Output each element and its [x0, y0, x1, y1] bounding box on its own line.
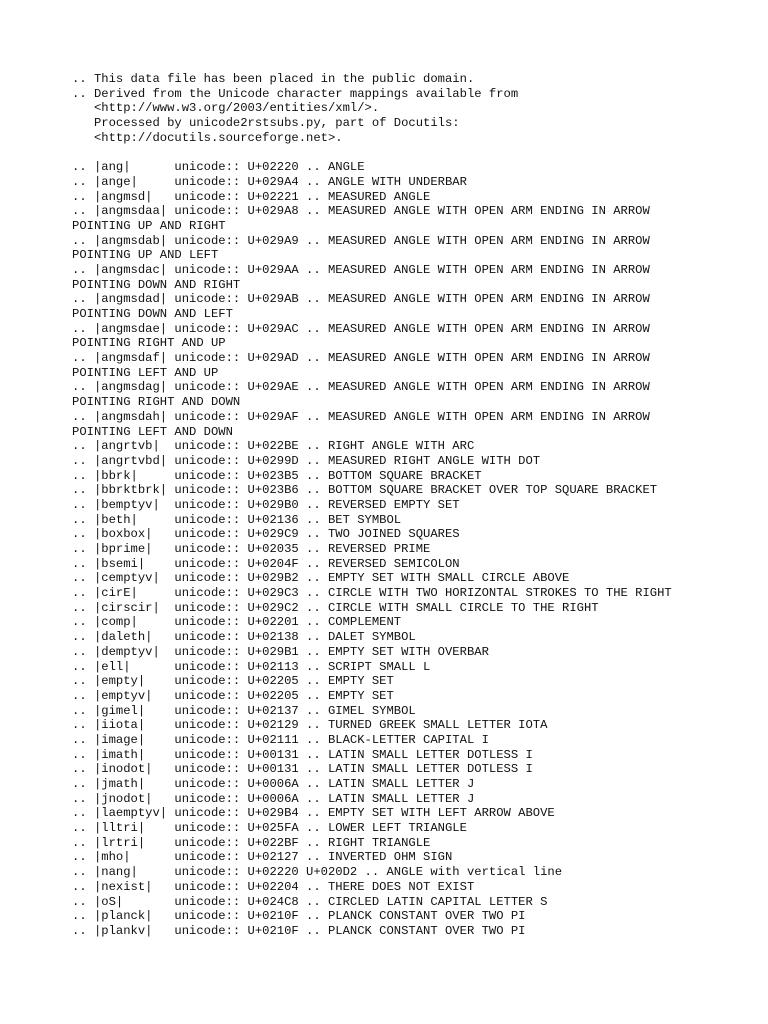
text-line: .. |bbrk| unicode:: U+023B5 .. BOTTOM SQUARE BRACKET: [72, 468, 482, 483]
text-line: <http://docutils.sourceforge.net>.: [72, 130, 343, 145]
text-line: .. |comp| unicode:: U+02201 .. COMPLEMENT: [72, 615, 402, 630]
text-line: .. |angrtvbd| unicode:: U+0299D .. MEASURED RIGHT ANGLE WITH DOT: [72, 453, 541, 468]
text-line: .. |mho| unicode:: U+02127 .. INVERTED OHM SIGN: [72, 850, 453, 865]
text-line: .. |angmsdae| unicode:: U+029AC .. MEASURED ANGLE WITH OPEN ARM ENDING IN ARROW: [72, 321, 650, 336]
text-line: .. |lrtri| unicode:: U+022BF .. RIGHT TRIANGLE: [72, 835, 431, 850]
text-line: .. |bemptyv| unicode:: U+029B0 .. REVERSED EMPTY SET: [72, 497, 460, 512]
text-line: .. |angmsdad| unicode:: U+029AB .. MEASURED ANGLE WITH OPEN ARM ENDING IN ARROW: [72, 292, 650, 307]
text-line: .. |angrtvb| unicode:: U+022BE .. RIGHT ANGLE WITH ARC: [72, 439, 475, 454]
text-line: .. |ange| unicode:: U+029A4 .. ANGLE WITH UNDERBAR: [72, 174, 467, 189]
text-line: .. |ell| unicode:: U+02113 .. SCRIPT SMALL L: [72, 659, 431, 674]
text-line: .. |empty| unicode:: U+02205 .. EMPTY SET: [72, 674, 394, 689]
text-line: .. |emptyv| unicode:: U+02205 .. EMPTY SET: [72, 688, 394, 703]
text-line: .. |inodot| unicode:: U+00131 .. LATIN SMALL LETTER DOTLESS I: [72, 762, 533, 777]
text-line: .. This data file has been placed in the public domain.: [72, 72, 475, 86]
text-line: POINTING DOWN AND RIGHT: [72, 277, 241, 292]
text-line: POINTING UP AND RIGHT: [72, 218, 226, 233]
text-line: POINTING LEFT AND UP: [72, 365, 219, 380]
text-line: .. |beth| unicode:: U+02136 .. BET SYMBOL: [72, 512, 402, 527]
text-line: .. |angmsdah| unicode:: U+029AF .. MEASURED ANGLE WITH OPEN ARM ENDING IN ARROW: [72, 409, 650, 424]
text-line: .. |imath| unicode:: U+00131 .. LATIN SMALL LETTER DOTLESS I: [72, 747, 533, 762]
text-line: .. |demptyv| unicode:: U+029B1 .. EMPTY SET WITH OVERBAR: [72, 644, 489, 659]
text-line: .. |nexist| unicode:: U+02204 .. THERE DOES NOT EXIST: [72, 879, 475, 894]
text-line: .. |bsemi| unicode:: U+0204F .. REVERSED SEMICOLON: [72, 556, 460, 571]
text-line: .. |cemptyv| unicode:: U+029B2 .. EMPTY SET WITH SMALL CIRCLE ABOVE: [72, 571, 570, 586]
text-line: .. |image| unicode:: U+02111 .. BLACK-LETTER CAPITAL I: [72, 732, 489, 747]
text-line: .. |plankv| unicode:: U+0210F .. PLANCK CONSTANT OVER TWO PI: [72, 923, 526, 938]
text-line: .. |nang| unicode:: U+02220 U+020D2 .. ANGLE with vertical line: [72, 865, 563, 880]
text-line: POINTING RIGHT AND DOWN: [72, 395, 241, 410]
text-line: [72, 145, 752, 160]
text-line: .. Derived from the Unicode character mappings available from: [72, 86, 519, 101]
text-line: .. |angmsdaf| unicode:: U+029AD .. MEASURED ANGLE WITH OPEN ARM ENDING IN ARROW: [72, 351, 650, 366]
text-line: .. |angmsd| unicode:: U+02221 .. MEASURED ANGLE: [72, 189, 431, 204]
text-line: POINTING DOWN AND LEFT: [72, 307, 233, 321]
text-line: .. |ang| unicode:: U+02220 .. ANGLE: [72, 160, 365, 175]
text-line: .. |gimel| unicode:: U+02137 .. GIMEL SYMBOL: [72, 703, 416, 718]
text-line: .. |cirE| unicode:: U+029C3 .. CIRCLE WITH TWO HORIZONTAL STROKES TO THE RIGHT: [72, 586, 672, 601]
document-page: [72, 72, 752, 939]
text-line: .. |lltri| unicode:: U+025FA .. LOWER LEFT TRIANGLE: [72, 821, 467, 836]
text-line: POINTING UP AND LEFT: [72, 248, 219, 263]
text-line: <http://www.w3.org/2003/entities/xml/>.: [72, 101, 380, 116]
text-line: .. |iiota| unicode:: U+02129 .. TURNED GREEK SMALL LETTER IOTA: [72, 718, 548, 733]
text-line: .. |laemptyv| unicode:: U+029B4 .. EMPTY SET WITH LEFT ARROW ABOVE: [72, 806, 555, 821]
text-line: .. |angmsdac| unicode:: U+029AA .. MEASURED ANGLE WITH OPEN ARM ENDING IN ARROW: [72, 262, 650, 277]
text-line: POINTING RIGHT AND UP: [72, 336, 226, 351]
text-line: Processed by unicode2rstsubs.py, part of Docutils:: [72, 116, 460, 131]
text-line: .. |jmath| unicode:: U+0006A .. LATIN SMALL LETTER J: [72, 777, 475, 791]
text-line: .. |bbrktbrk| unicode:: U+023B6 .. BOTTOM SQUARE BRACKET OVER TOP SQUARE BRACKET: [72, 483, 658, 498]
text-line: .. |jnodot| unicode:: U+0006A .. LATIN SMALL LETTER J: [72, 791, 475, 806]
text-line: .. |angmsdab| unicode:: U+029A9 .. MEASURED ANGLE WITH OPEN ARM ENDING IN ARROW: [72, 233, 650, 248]
text-line: .. |planck| unicode:: U+0210F .. PLANCK CONSTANT OVER TWO PI: [72, 909, 526, 924]
text-line: .. |cirscir| unicode:: U+029C2 .. CIRCLE WITH SMALL CIRCLE TO THE RIGHT: [72, 600, 599, 615]
text-line: POINTING LEFT AND DOWN: [72, 424, 233, 439]
text-line: .. |angmsdag| unicode:: U+029AE .. MEASURED ANGLE WITH OPEN ARM ENDING IN ARROW: [72, 380, 650, 395]
text-line: .. |oS| unicode:: U+024C8 .. CIRCLED LATIN CAPITAL LETTER S: [72, 894, 548, 909]
text-line: .. |angmsdaa| unicode:: U+029A8 .. MEASURED ANGLE WITH OPEN ARM ENDING IN ARROW: [72, 204, 650, 219]
text-line: .. |boxbox| unicode:: U+029C9 .. TWO JOINED SQUARES: [72, 527, 460, 542]
text-line: .. |daleth| unicode:: U+02138 .. DALET SYMBOL: [72, 630, 416, 645]
text-line: .. |bprime| unicode:: U+02035 .. REVERSED PRIME: [72, 542, 431, 556]
